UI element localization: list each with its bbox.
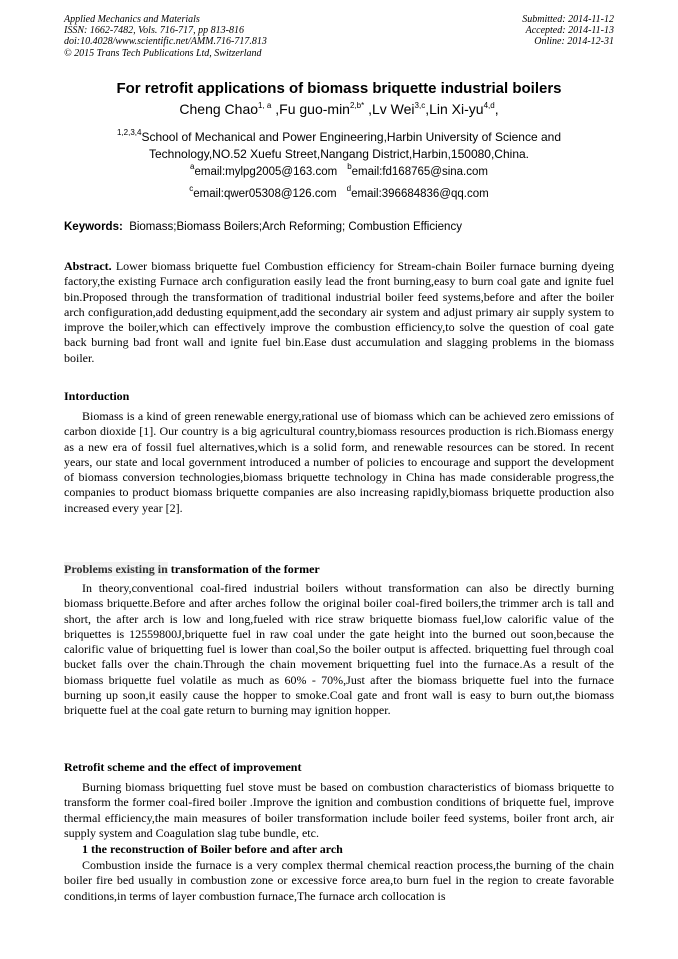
paragraph: In theory,conventional coal-fired industrial boilers without transformation can also be directly burning biomass briquette.Before and after arches follow the original boiler coal-fired boilers,the trimmer arch is tall and short, the after arch is low and long,fueled with rice straw briquette biomass fuel,low calorific value of the briquettes is 12559800J,briquette fuel in raw coal under the gate height into the burned out soon,because the calorific value of briquetting fuel is lower than coal,So the boiler output is affected. briquetting fuel through coal bucket falls over the chain.Through the chain movement briquetting fuel into the furnace.As a result of the biomass briquette fuel volatile as much as 60% - 70%,Just after the biomass briquette fuel into the furnace burning up soon,it easily cause the hopper to smoke.Coal gate and front wall is easy to burn out,the biomass briquette fuel at the coal gate return to burning may ignition hopper. [64,581,614,718]
author-list: Cheng Chao$^{1, a}$ ,Fu guo-$\min^{2,b*}$ ,Lv Wei$^{3,c}$,Lin Xi-yu$^{4,d}$, [179,101,499,117]
email-address[interactable]: email:qwer05308@126.com [193,188,337,200]
author-name: Cheng Chao [179,101,259,117]
author-name: Lin Xi-yu [429,101,484,117]
section-body [64,858,614,904]
doi-line: doi:10.4028/www.scientific.net/AMM.716-717.813 [64,36,267,48]
journal-header [64,14,267,59]
copyright-line: © 2015 Trans Tech Publications Ltd, Switzerland [64,47,262,59]
abstract-text: Lower biomass briquette fuel Combustion efficiency for Stream-chain Boiler furnace burning dyeing factory,the existing Furnace arch configuration easily lead the front burning,easy to burn coal gate and ignite fuel bin.Proposed through the transformation of traditional industrial boiler feed systems,before and after the boiler arch configuration,add dedusting equipment,add the secondary air system and adjust primary air supply system to improve the boiler,which can effectively improve the combustion efficiency,to solve the question of coal gate back burning bad front wall and ignite fuel bin.Ease dust accumulation and slagging problems in the biomass boiler. [64,259,614,365]
section-body [64,780,614,841]
issn-line: ISSN: 1662-7482, Vols. 716-717, pp 813-816 [64,25,244,37]
paragraph: Burning biomass briquetting fuel stove must be based on combustion characteristics of biomass briquette to transform the former coal-fired boiler .Improve the ignition and combustion conditions of briquette fuel, improve thermal efficiency,the main measures of boiler transformation include boiler feed systems, boiler front arch, air supply system and Coagulation slag tube bundle, etc. [64,780,614,840]
paragraph: Biomass is a kind of green renewable energy,rational use of biomass which can be achieved zero emissions of carbon dioxide [1]. Our country is a big agricultural country,biomass resources production is rich.Biomass energy as a new era of fossil fuel alternatives,which is a solid form, and renewable resources can be stored. In recent years, our state and local government introduced a number of policies to encourage and support the development of biomass conversion technologies,biomass briquette technology in China has made considerable progress,the companies to product biomass briquette companies are also increasing rapidly,biomass briquette production also increased every year [2]. [64,409,614,515]
affiliation-line: Technology,NO.52 Xuefu Street,Nangang District,Harbin,150080,China. [149,147,529,161]
section-heading: Intorduction [64,389,130,403]
abstract-label: Abstract. [64,259,112,273]
dates-header [522,14,614,48]
online-date: Online: 2014-12-31 [534,36,614,48]
abstract [64,259,614,366]
paragraph: Combustion inside the furnace is a very complex thermal chemical reaction process,the burning of the chain boiler fire bed usually in combustion zone or excessive force area,to burn fuel in the region to create favorable conditions,in terms of layer combustion furnace,The furnace arch collocation is [64,858,614,903]
keywords [64,221,616,233]
section-heading-part: transformation of the former [170,562,320,576]
author-name: Fu guo-min [279,101,350,117]
section-heading-part: Problems existing in [64,562,168,576]
keywords-label: Keywords: [64,221,123,233]
email-address[interactable]: email:396684836@qq.com [351,188,489,200]
section-body [64,409,614,516]
email-row: $^a$email:mylpg2005@163.com $^b$email:fd168765@sina.com [190,162,488,178]
author-affiliation-mark: 3,c [414,101,426,110]
section-body [64,581,614,719]
author-affiliation-mark: 4,d [483,101,495,110]
section-heading: Retrofit scheme and the effect of improvement [64,760,302,774]
affiliation [0,129,678,163]
author-affiliation-mark: 2,b* [349,101,365,110]
email-address[interactable]: email:mylpg2005@163.com [194,166,338,178]
accepted-date: Accepted: 2014-11-13 [525,25,614,37]
email-address[interactable]: email:fd168765@sina.com [351,166,488,178]
author-name: Lv Wei [371,101,415,117]
paper-title: For retrofit applications of biomass briquette industrial boilers [116,80,562,97]
submitted-date: Submitted: 2014-11-12 [522,14,614,25]
author-affiliation-mark: 1, a [258,101,272,110]
section-heading [64,562,320,577]
keywords-text: Biomass;Biomass Boilers;Arch Reforming; Combustion Efficiency [129,221,462,233]
journal-name: Applied Mechanics and Materials [64,14,200,25]
affiliation-mark: 1,2,3,4 [116,128,142,137]
affiliation-line: School of Mechanical and Power Engineering,Harbin University of Science and [141,130,562,144]
subsection-heading: 1 the reconstruction of Boiler before and after arch [82,842,343,856]
email-row: $^c$email:qwer05308@126.com $^d$email:396684836@qq.com [189,184,489,200]
